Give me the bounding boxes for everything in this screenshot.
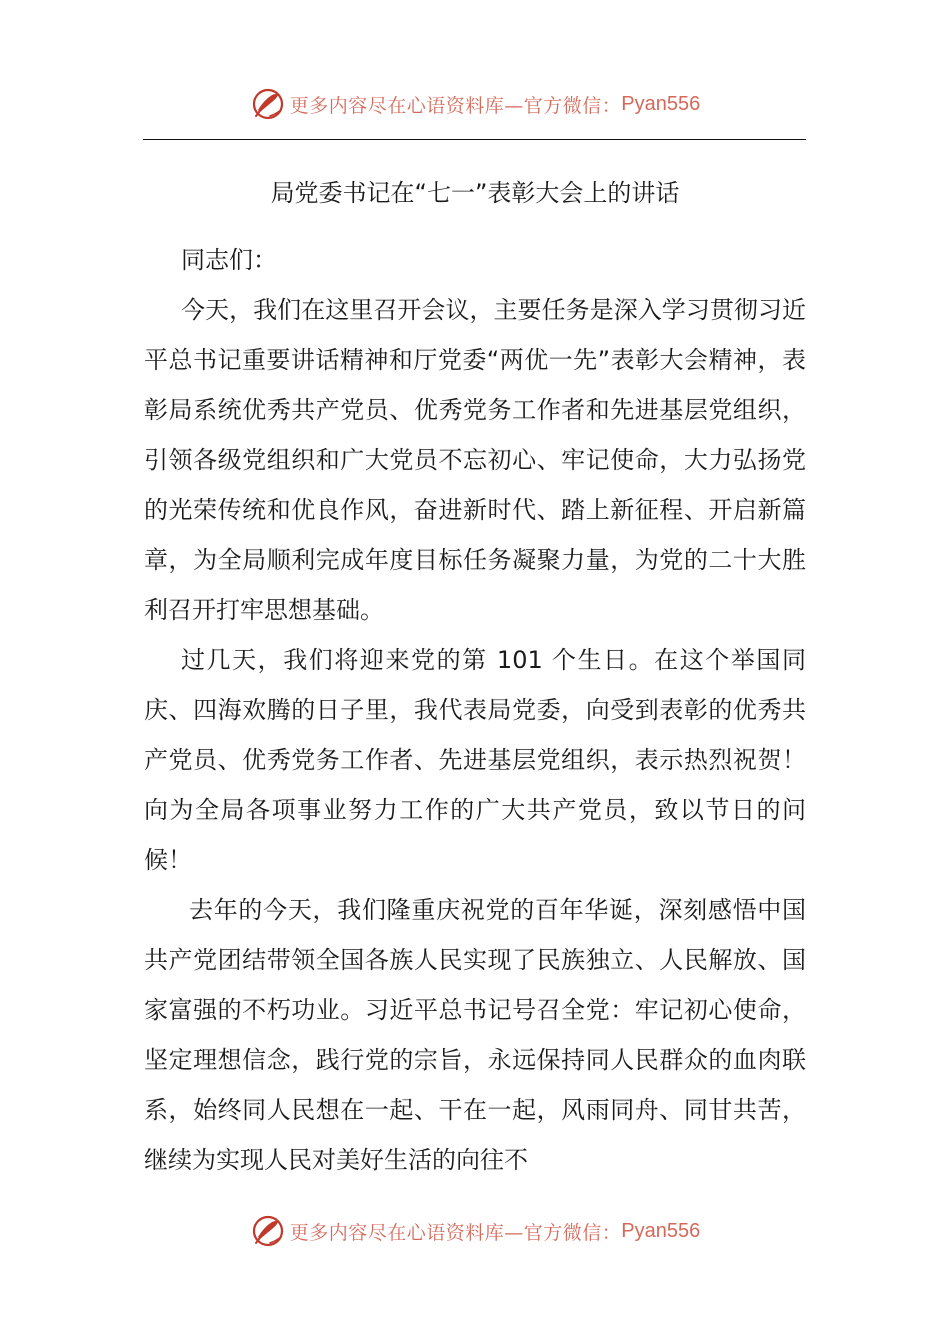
pen-logo-icon: [250, 86, 286, 122]
header-banner: [0, 84, 950, 124]
header-divider: [143, 139, 806, 140]
pen-logo-icon: [250, 1213, 286, 1249]
banner-text: 更多内容尽在心语资料库—官方微信：: [289, 94, 622, 117]
salutation: 同志们：: [181, 246, 277, 274]
paragraph: 今天，我们在这里召开会议，主要任务是深入学习贯彻习近平总书记重要讲话精神和厅党委“两优一先”表彰大会精神，表彰局系统优秀共产党员、优秀党务工作者和先进基层党组织，引领各级党组织和广大党员不忘初心、牢记使命，大力弘扬党的光荣传统和优良作风，奋进新时代、踏上新征程、开启新篇章，为全局顺利完成年度目标任务凝聚力量，为党的二十大胜利召开打牢思想基础。: [144, 296, 806, 624]
document-title: 局党委书记在“七一”表彰大会上的讲话: [270, 179, 680, 207]
document-body: [144, 235, 806, 1185]
banner-text: 更多内容尽在心语资料库—官方微信：: [289, 1221, 622, 1244]
paragraph: 过几天，我们将迎来党的第 101 个生日。在这个举国同庆、四海欢腾的日子里，我代表局党委，向受到表彰的优秀共产党员、优秀党务工作者、先进基层党组织，表示热烈祝贺！向为全局各项事业努力工作的广大共产党员，致以节日的问候！: [144, 646, 806, 874]
wechat-id: Pyan556: [621, 1219, 701, 1242]
footer-banner: [0, 1211, 950, 1251]
wechat-id: Pyan556: [621, 92, 701, 115]
paragraph: 去年的今天，我们隆重庆祝党的百年华诞，深刻感悟中国共产党团结带领全国各族人民实现了民族独立、人民解放、国家富强的不朽功业。习近平总书记号召全党：牢记初心使命，坚定理想信念，践行党的宗旨，永远保持同人民群众的血肉联系，始终同人民想在一起、干在一起，风雨同舟、同甘共苦，继续为实现人民对美好生活的向往不: [144, 896, 806, 1174]
